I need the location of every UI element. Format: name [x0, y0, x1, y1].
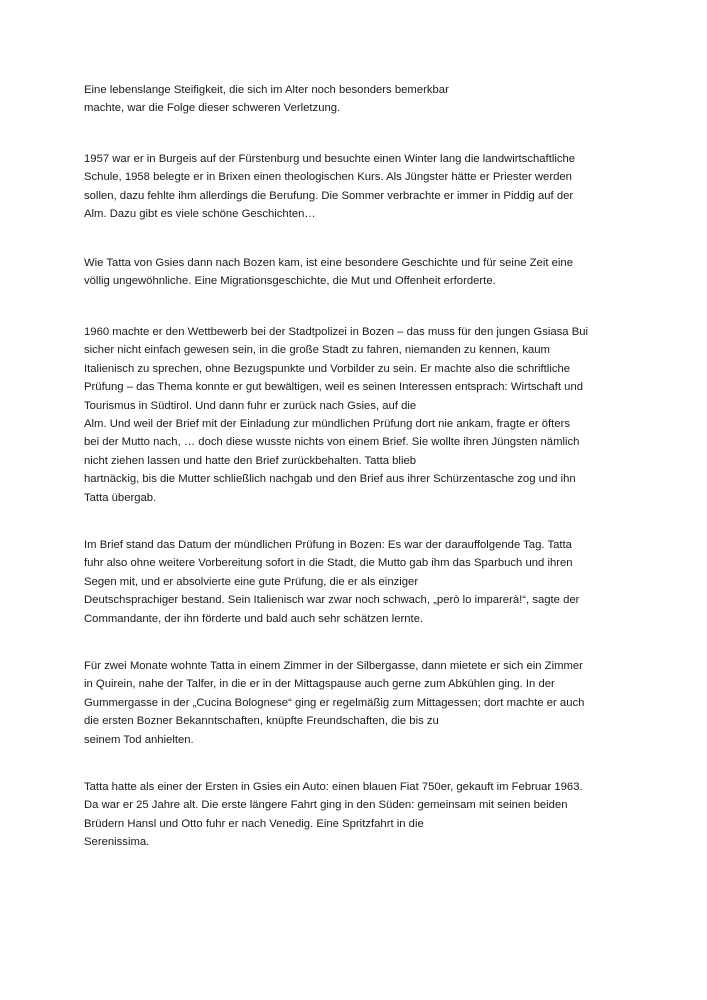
paragraph-injury: [84, 81, 449, 118]
text-line: Prüfung – das Thema konnte er gut bewältigen, weil es seinen Interessen entsprach: Wirtschaft und: [84, 381, 584, 394]
paragraph-police-exam: [84, 323, 588, 507]
text-line: völlig ungewöhnliche. Eine Migrationsgeschichte, die Mut und Offenheit erforderte.: [84, 275, 496, 288]
text-line: Segen mit, und er absolvierte eine gute Prüfung, die er als einziger: [84, 575, 419, 588]
text-line: Wie Tatta von Gsies dann nach Bozen kam, ist eine besondere Geschichte und für seine Zeit eine: [84, 257, 573, 269]
text-line: Alm. Dazu gibt es viele schöne Geschichten…: [84, 208, 316, 221]
text-line: Tatta hatte als einer der Ersten in Gsies ein Auto: einen blauen Fiat 750er, gekauft im Februar 1963.: [84, 781, 583, 793]
text-line: Im Brief stand das Datum der mündlichen Prüfung in Bozen: Es war der darauffolgende Tag. Tatta: [84, 539, 572, 551]
text-line: 1960 machte er den Wettbewerb bei der Stadtpolizei in Bozen – das muss für den jungen Gsiasa Bui: [84, 326, 589, 338]
paragraph-bozen-life: [84, 657, 584, 749]
text-line: nicht ziehen lassen und hatte den Brief zurückbehalten. Tatta blieb: [84, 454, 417, 467]
text-line: Brüdern Hansl und Otto fuhr er nach Venedig. Eine Spritzfahrt in die: [84, 817, 424, 830]
text-line: sollen, dazu fehlte ihm allerdings die Berufung. Die Sommer verbrachte er immer in Piddig auf der: [84, 189, 574, 202]
text-line: fuhr also ohne weitere Vorbereitung sofort in die Stadt, die Mutto gab ihm das Sparbuch und ihren: [84, 557, 573, 570]
text-line: sicher nicht einfach gewesen sein, in die große Stadt zu fahren, niemanden zu kennen, kaum: [84, 344, 550, 357]
text-line: 1957 war er in Burgeis auf der Fürstenburg und besuchte einen Winter lang die landwirtschaftliche: [84, 153, 576, 165]
paragraph-oral-exam: [84, 536, 579, 628]
text-line: Italienisch zu sprechen, ohne Bezugspunkte und Vorbilder zu sein. Er machte also die schriftliche: [84, 362, 571, 375]
text-line: Tourismus in Südtirol. Und dann fuhr er zurück nach Gsies, auf die: [84, 399, 417, 412]
text-line: Gummergasse in der „Cucina Bolognese“ ging er regelmäßig zum Mittagessen; dort machte er auch: [84, 696, 585, 709]
text-line: Commandante, der ihn förderte und bald auch sehr schätzen lernte.: [84, 612, 424, 625]
text-line: Serenissima.: [84, 836, 150, 849]
text-line: bei der Mutto nach, … doch diese wusste nichts von einem Brief. Sie wollte ihren Jüngsten nämlich: [84, 436, 580, 449]
paragraph-first-car: [84, 778, 583, 852]
text-line: Tatta übergab.: [84, 491, 157, 504]
text-line: Für zwei Monate wohnte Tatta in einem Zimmer in der Silbergasse, dann mietete er sich ein Zimmer: [84, 660, 583, 672]
paragraph-migration: [84, 254, 573, 291]
text-line: in Quirein, nahe der Talfer, in die er in der Mittagspause auch gerne zum Abkühlen ging. In der: [84, 678, 555, 691]
text-line: Schule, 1958 belegte er in Brixen einen theologischen Kurs. Als Jüngster hätte er Priester werden: [84, 171, 572, 184]
text-line: Eine lebenslange Steifigkeit, die sich im Alter noch besonders bemerkbar: [84, 84, 449, 96]
text-line: Alm. Und weil der Brief mit der Einladung zur mündlichen Prüfung dort nie ankam, fragte er öfters: [84, 418, 570, 431]
text-line: die ersten Bozner Bekanntschaften, knüpfte Freundschaften, die bis zu: [84, 715, 439, 728]
paragraph-schooling: [84, 150, 575, 224]
text-line: hartnäckig, bis die Mutter schließlich nachgab und den Brief aus ihrer Schürzentasche zog und ihn: [84, 473, 576, 486]
text-line: machte, war die Folge dieser schweren Verletzung.: [84, 102, 341, 115]
text-line: Deutschsprachiger bestand. Sein Italienisch war zwar noch schwach, „però lo imparerà!“, sagte der: [84, 594, 580, 607]
text-line: seinem Tod anhielten.: [84, 733, 194, 746]
text-line: Da war er 25 Jahre alt. Die erste längere Fahrt ging in den Süden: gemeinsam mit seinen beiden: [84, 799, 568, 812]
